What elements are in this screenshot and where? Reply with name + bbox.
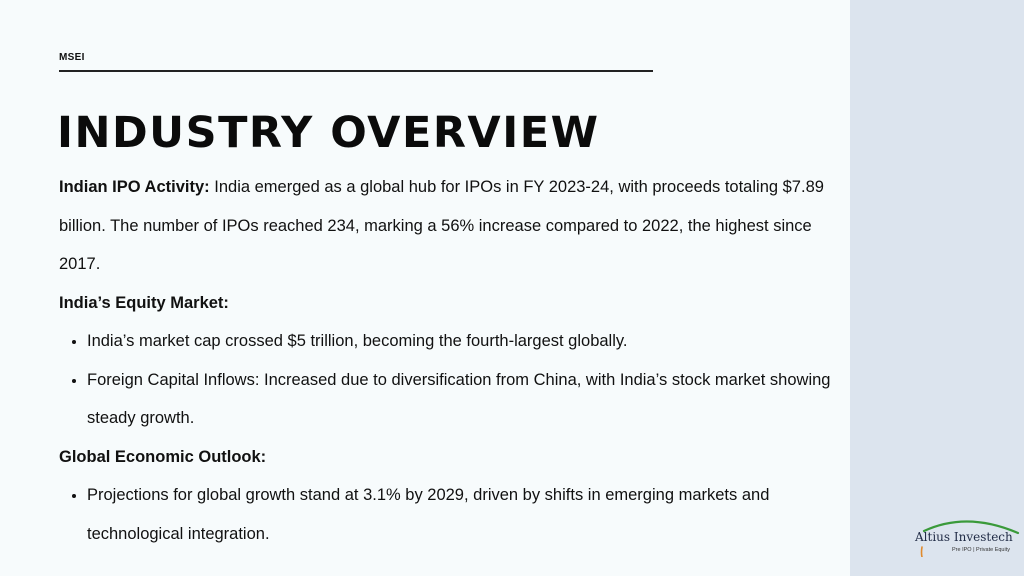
ipo-text: India emerged as a global hub for IPOs in FY 2023-24, with proceeds totaling $7.89 billion. The number of IPOs reached 234, marking a 56% increase compared to 2022, the highest since 2017. [59,178,824,273]
header-tag: MSEI [59,52,85,63]
logo-name: Altius Investech [915,530,1013,544]
list-item: • India’s market cap crossed $5 trillion, becoming the fourth-largest globally. [87,322,844,361]
company-logo [912,517,1022,557]
header-divider [59,70,653,72]
right-sidebar-panel [850,0,1024,576]
outlook-list [59,476,844,553]
equity-heading [59,284,844,323]
list-item: • Foreign Capital Inflows: Increased due to diversification from China, with India’s stock market showing steady growth. [87,361,844,438]
outlook-heading [59,438,844,477]
page-title: INDUSTRY OVERVIEW [57,108,600,158]
equity-list [59,322,844,438]
equity-heading-text: India’s Equity Market: [59,293,229,312]
logo-tagline: Pre IPO | Private Equity [952,547,1010,553]
content-body [59,168,844,553]
ipo-paragraph [59,168,844,284]
ipo-label: Indian IPO Activity: [59,178,210,196]
list-item: • Projections for global growth stand at 3.1% by 2029, driven by shifts in emerging markets and technological integration. [87,476,844,553]
outlook-heading-text: Global Economic Outlook: [59,447,267,466]
